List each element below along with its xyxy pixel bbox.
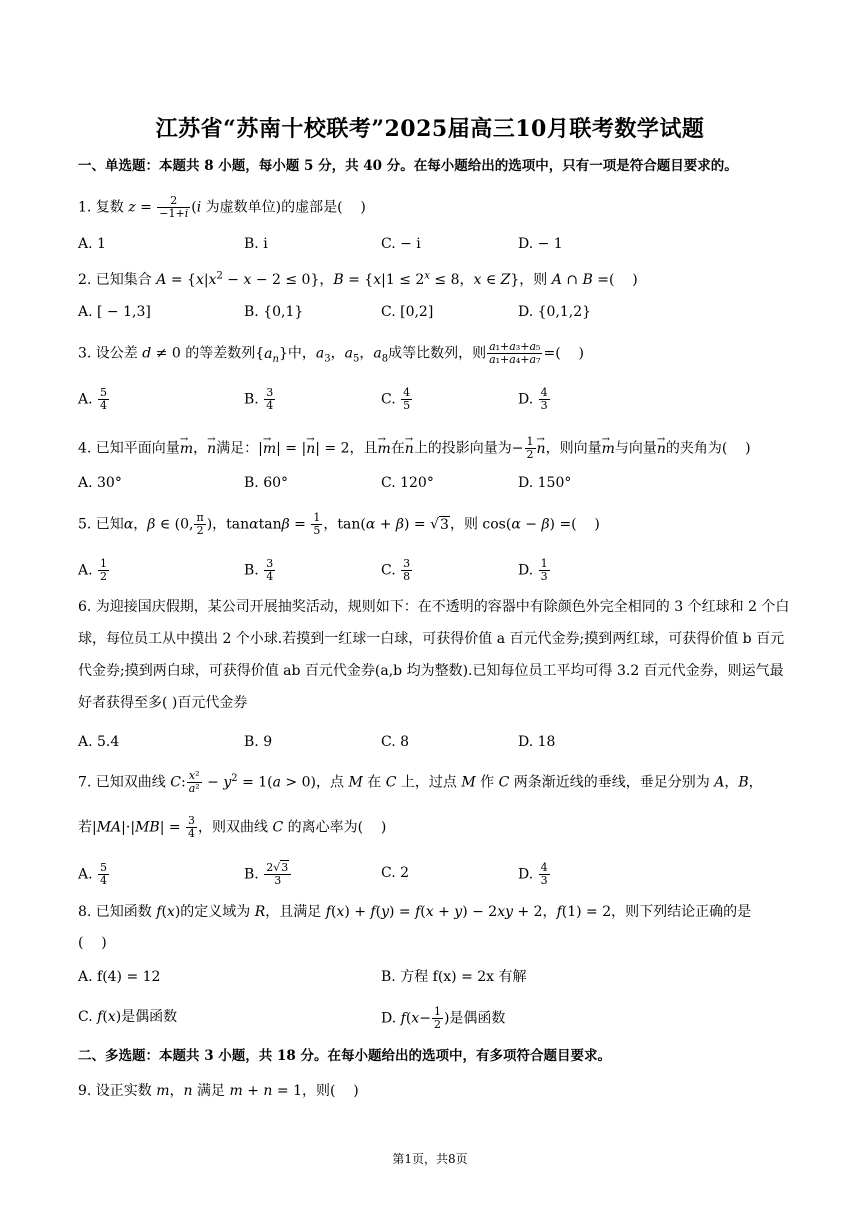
section-heading-multiple-choice: 二、多选题：本题共 3 小题，共 18 分。在每小题给出的选项中，有多项符合题目要求。 [78, 1048, 611, 1064]
question-6-options [78, 731, 790, 753]
option-d[interactable]: D. 150° [518, 475, 572, 491]
option-d[interactable]: D. $\frac{1}{3}$ [518, 557, 548, 583]
question-3-options [78, 386, 790, 412]
question-8-options-row-2 [78, 1005, 790, 1031]
question-6: 6. 为迎接国庆假期，某公司开展抽奖活动，规则如下：在不透明的容器中有除颜色外完全相同的 3 个红球和 2 个白球，每位员工从中摸出 2 个小球.若摸到一红球一白球，可获得价值 a 百元代金券;摸到两红球，可获得价值 b 百元代金券;摸到两白球，可获得价值 ab 百元代金券(a,b 均为整数).已知每位员工平均可得 3.2 百元代金券，则运气最好者获得至多( )百元代金券 [78, 599, 790, 711]
question-4: 4. 已知平面向量m →，n →满足：|m →| = |n →| = 2，且m →在n →上的投影向量为− $\frac{1}{2}$ n →，则向量m →与向量n →的夹角为( ) [78, 436, 790, 461]
page-title: 江苏省“苏南十校联考”2025届高三10月联考数学试题 [155, 116, 705, 142]
option-c[interactable]: C. f(x)是偶函数 [78, 1009, 178, 1025]
option-a[interactable]: A. $\frac{1}{2}$ [78, 557, 108, 583]
option-b[interactable]: B. {0,1} [244, 304, 304, 320]
question-8-options-row-1 [78, 966, 790, 988]
question-3: 3. 设公差 d ≠ 0 的等差数列$\{a_n\}$中，$a_3$，$a_5$，$a_8$成等比数列，则 $\frac{\text{a₁+a₃+a₅}}{\text{a₁+a₄+a₇}}$ =( ) [78, 340, 584, 366]
option-d[interactable]: D. 18 [518, 734, 556, 750]
option-a[interactable]: A. f(4) = 12 [78, 969, 161, 985]
question-2: 2. 已知集合 $A = \{x|x^2 - x - 2 \le 0\}$，$B = \{x|1 \le 2^x \le 8$，x ∈ Z}，则 A ∩ B =( ) [78, 270, 638, 288]
option-d[interactable]: D. {0,1,2} [518, 304, 592, 320]
question-9: 9. 设正实数 m，n 满足 m + n = 1，则( ) [78, 1083, 359, 1099]
option-d[interactable]: D. f(x− $\frac{1}{2}$ )是偶函数 [381, 1005, 506, 1031]
option-b[interactable]: B. $\frac{2√3}{3}$ [244, 862, 292, 887]
option-d[interactable]: D. $\frac{4}{3}$ [518, 386, 548, 412]
question-8-line-2: ( ) [78, 935, 107, 951]
option-c[interactable]: C. $\frac{3}{8}$ [381, 557, 411, 583]
question-5-options [78, 557, 790, 583]
question-1: 1. 复数 z = $\frac{2}{-1+i}$ (i 为虚数单位)的虚部是( ) [78, 194, 366, 220]
option-a[interactable]: A. $\frac{5}{4}$ [78, 386, 108, 412]
option-b[interactable]: B. 方程 f(x) = 2x 有解 [381, 969, 527, 985]
question-7-options [78, 861, 790, 887]
question-5: 5. 已知α，β ∈ (0, $\frac{\pi}{2}$ )，tanαtanβ = $\frac{1}{5}$ ，tan(α + β) = √3，则 cos(α − β) =( ) [78, 511, 600, 537]
option-c[interactable]: C. 8 [381, 734, 410, 750]
question-8: 8. 已知函数 f(x)的定义域为 R，且满足 f(x) + f(y) = f(x + y) − 2xy + 2，f(1) = 2，则下列结论正确的是 [78, 904, 752, 920]
option-c[interactable]: C. 120° [381, 475, 434, 491]
option-b[interactable]: B. 60° [244, 475, 289, 491]
option-a[interactable]: A. [ − 1,3] [78, 304, 151, 320]
option-b[interactable]: B. 9 [244, 734, 273, 750]
option-b[interactable]: B. $\frac{3}{4}$ [244, 557, 274, 583]
option-c[interactable]: C. $\frac{4}{5}$ [381, 386, 411, 412]
page-footer: 第1页，共8页 [392, 1152, 468, 1166]
question-7-line-2: 若|MA|·|MB| = $\frac{3}{4}$ ，则双曲线 C 的离心率为( ) [78, 814, 387, 840]
question-1-options [78, 233, 790, 255]
option-b[interactable]: B. i [244, 236, 268, 252]
option-c[interactable]: C. [0,2] [381, 304, 434, 320]
option-a[interactable]: A. 5.4 [78, 734, 120, 750]
question-7: 7. 已知双曲线 C: $\frac{\text{x²}}{\text{a²}}$ − $y^2 = 1(a > 0)$，点 M 在 C 上，过点 M 作 C 两条渐近线的垂线，垂足分别为 A，B， [78, 769, 763, 795]
option-d[interactable]: D. − 1 [518, 236, 563, 252]
option-c[interactable]: C. 2 [381, 865, 410, 881]
option-d[interactable]: D. $\frac{4}{3}$ [518, 861, 548, 887]
option-c[interactable]: C. − i [381, 236, 421, 252]
question-2-options [78, 301, 790, 323]
option-b[interactable]: B. $\frac{3}{4}$ [244, 386, 274, 412]
question-4-options [78, 472, 790, 494]
option-a[interactable]: A. $\frac{5}{4}$ [78, 861, 108, 887]
option-a[interactable]: A. 1 [78, 236, 106, 252]
section-heading-single-choice: 一、单选题：本题共 8 小题，每小题 5 分，共 40 分。在每小题给出的选项中，只有一项是符合题目要求的。 [78, 158, 738, 174]
option-a[interactable]: A. 30° [78, 475, 122, 491]
